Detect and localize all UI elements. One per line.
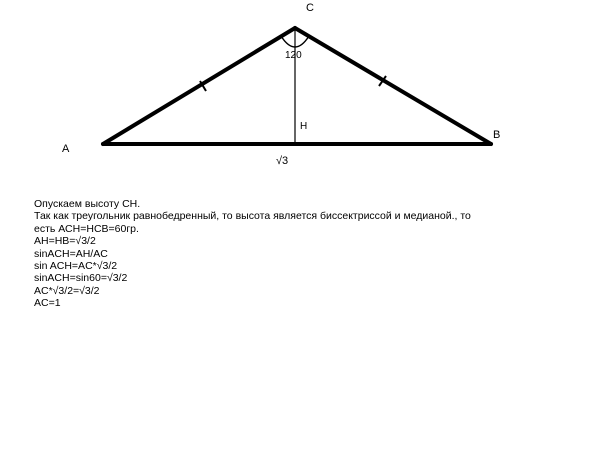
note-line: AC*√3/2=√3/2	[34, 284, 100, 297]
note-line: AC=1	[34, 297, 61, 310]
side-cb	[295, 28, 491, 144]
vertex-label-h: H	[300, 121, 308, 132]
note-line: Так как треугольник равнобедренный, то высота является биссектриссой и медианой., то	[34, 210, 471, 223]
note-line: Опускаем высоту СН.	[34, 198, 141, 210]
note-line: sinACH=AH/AC	[34, 247, 108, 260]
base-length-label: √3	[276, 155, 289, 167]
vertex-label-c: C	[306, 2, 314, 14]
side-ac	[103, 28, 295, 144]
vertex-label-b: B	[493, 129, 501, 141]
note-line: sin ACH=AC*√3/2	[34, 259, 118, 272]
note-line: sinACH=sin60=√3/2	[34, 272, 128, 285]
note-line: АН=НВ=√3/2	[34, 235, 96, 248]
vertex-label-a: A	[62, 143, 70, 155]
note-line: есть АСН=НСВ=60гр.	[34, 222, 139, 235]
angle-label: 120	[285, 50, 302, 61]
solution-notes	[34, 198, 471, 310]
